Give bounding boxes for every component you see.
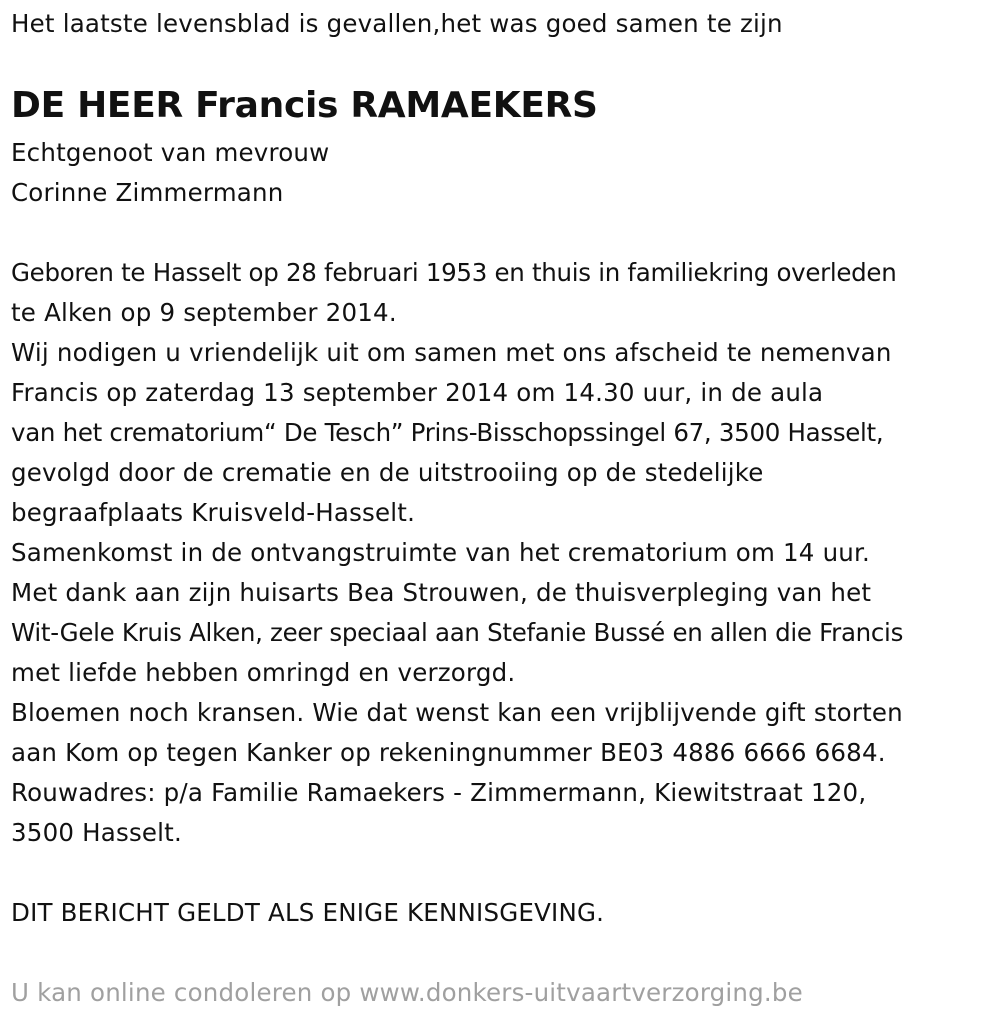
body-line: van het crematorium“ De Tesch” Prins-Bisschopssingel 67, 3500 Hasselt, (11, 418, 884, 447)
deceased-name: DE HEER Francis RAMAEKERS (11, 85, 598, 126)
body-line: gevolgd door de crematie en de uitstrooiing op de stedelijke (11, 458, 764, 487)
body-line: Francis op zaterdag 13 september 2014 om 14.30 uur, in de aula (11, 378, 824, 407)
body-line: 3500 Hasselt. (11, 818, 182, 847)
notice-text: DIT BERICHT GELDT ALS ENIGE KENNISGEVING. (11, 898, 605, 927)
body-line: Met dank aan zijn huisarts Bea Strouwen, de thuisverpleging van het (11, 578, 872, 607)
body-line: Geboren te Hasselt op 28 februari 1953 en thuis in familiekring overleden (11, 258, 897, 287)
body-line: te Alken op 9 september 2014. (11, 298, 397, 327)
condolence-link-text: U kan online condoleren op www.donkers-uitvaartverzorging.be (11, 978, 803, 1007)
body-line: Samenkomst in de ontvangstruimte van het crematorium om 14 uur. (11, 538, 871, 567)
spouse-line-2: Corinne Zimmermann (11, 178, 284, 207)
body-line: met liefde hebben omringd en verzorgd. (11, 658, 516, 687)
body-line: Rouwadres: p/a Familie Ramaekers - Zimmermann, Kiewitstraat 120, (11, 778, 867, 807)
body-line: begraafplaats Kruisveld-Hasselt. (11, 498, 416, 527)
body-line: Wij nodigen u vriendelijk uit om samen met ons afscheid te nemenvan (11, 338, 892, 367)
spouse-line-1: Echtgenoot van mevrouw (11, 138, 330, 167)
body-line: Bloemen noch kransen. Wie dat wenst kan een vrijblijvende gift storten (11, 698, 903, 727)
intro-text: Het laatste levensblad is gevallen,het was goed samen te zijn (11, 9, 783, 38)
body-line: aan Kom op tegen Kanker op rekeningnummer BE03 4886 6666 6684. (11, 738, 886, 767)
body-line: Wit-Gele Kruis Alken, zeer speciaal aan Stefanie Bussé en allen die Francis (11, 618, 904, 647)
